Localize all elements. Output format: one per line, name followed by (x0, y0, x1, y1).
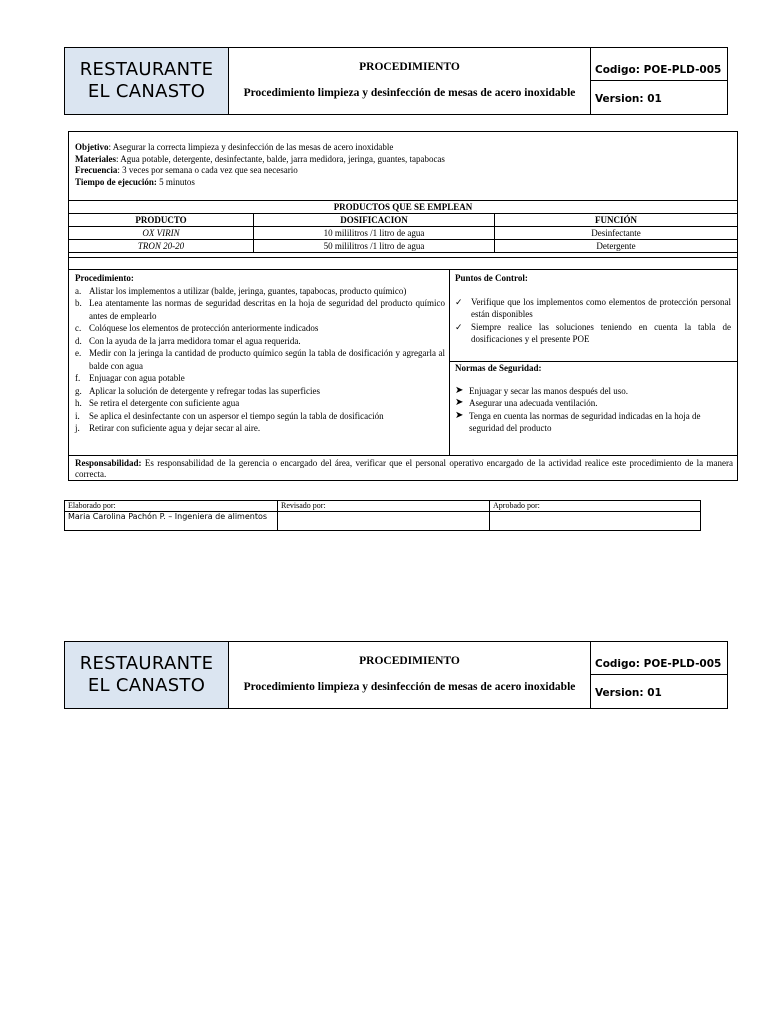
doc-version: Version: 01 (595, 93, 662, 105)
revisado-label: Revisado por: (281, 501, 326, 510)
brand-line-2: EL CANASTO (87, 675, 206, 696)
doc-code: Codigo: POE-PLD-005 (591, 48, 727, 81)
product-dose: 50 mililitros /1 litro de agua (254, 240, 495, 253)
arrow-bullet-icon: ➤ (455, 384, 464, 396)
list-item: e. Medir con la jeringa la cantidad de producto químico según la tabla de dosificación y agregarla al balde con agua (75, 348, 445, 371)
header-title-cell (229, 642, 591, 708)
doc-code: Codigo: POE-PLD-005 (591, 642, 727, 675)
table-row (69, 240, 737, 253)
products-table (69, 200, 737, 253)
product-dose: 10 mililitros /1 litro de agua (254, 227, 495, 240)
general-info (75, 142, 445, 188)
list-item: ➤ Asegurar una adecuada ventilación. (455, 397, 598, 408)
divider (69, 269, 737, 270)
column-divider (449, 269, 450, 455)
tiempo-label: Tiempo de ejecución: (75, 176, 157, 187)
signature-table (64, 500, 701, 531)
procedure-steps (75, 272, 445, 435)
elaborado-cell (65, 501, 277, 530)
header-meta-cell (591, 48, 727, 114)
list-item: ➤ Tenga en cuenta las normas de seguridad indicadas en la hoja de seguridad del producto (455, 409, 701, 433)
safety-title: Normas de Seguridad: (455, 363, 542, 373)
brand-line-2: EL CANASTO (87, 81, 206, 102)
list-item: a. Alistar los implementos a utilizar (balde, jeringa, guantes, tapabocas, producto químico) (75, 285, 407, 296)
doc-type: PROCEDIMIENTO (359, 61, 460, 73)
list-item: d. Con la ayuda de la jarra medidora tomar el agua requerida. (75, 335, 301, 346)
control-points (455, 272, 731, 346)
list-item: ✓ Verifique que los implementos como elementos de protección personal están disponibles (455, 296, 731, 319)
responsibility (75, 458, 733, 480)
list-item: i. Se aplica el desinfectante con un aspersor el tiempo según la tabla de dosificación (75, 410, 384, 421)
control-title: Puntos de Control: (455, 273, 528, 283)
document-header-page-2 (64, 641, 728, 709)
list-item: h. Se retira el detergente con suficiente agua (75, 398, 240, 408)
col-header-dosificacion: DOSIFICACION (254, 214, 495, 227)
products-title: PRODUCTOS QUE SE EMPLEAN (69, 201, 737, 214)
brand-line-1: RESTAURANTE (79, 59, 214, 80)
materiales-label: Materiales (75, 153, 116, 164)
product-name: OX VIRIN (69, 227, 254, 240)
header-meta-cell (591, 642, 727, 708)
doc-version: Version: 01 (595, 687, 662, 699)
responsibility-text: Es responsabilidad de la gerencia o encargado del área, verificar que el personal operativo encargado de la actividad realice este procedimiento de la manera correcta. (75, 458, 733, 479)
document-header (64, 47, 728, 115)
list-item: j. Retirar con suficiente agua y dejar secar al aire. (75, 423, 261, 433)
revisado-cell (278, 501, 489, 530)
aprobado-cell (490, 501, 700, 530)
elaborado-value: Maria Carolina Pachón P. – Ingeniera de alimentos (68, 512, 268, 521)
aprobado-label: Aprobado por: (493, 501, 540, 510)
product-function: Detergente (495, 240, 738, 253)
list-item: ✓ Siempre realice las soluciones teniendo en cuenta la tabla de dosificaciones y el presente POE (455, 321, 731, 344)
check-icon: ✓ (455, 296, 463, 307)
product-function: Desinfectante (495, 227, 738, 240)
product-name: TRON 20-20 (69, 240, 254, 253)
doc-title: Procedimiento limpieza y desinfección de mesas de acero inoxidable (243, 681, 576, 693)
list-item: c. Colóquese los elementos de protección anteriormente indicados (75, 323, 319, 333)
list-item: ➤ Enjuagar y secar las manos después del uso. (455, 384, 628, 396)
arrow-bullet-icon: ➤ (455, 409, 464, 421)
safety-rules (455, 362, 731, 435)
check-icon: ✓ (455, 321, 463, 332)
procedure-body (68, 131, 738, 481)
frecuencia-label: Frecuencia (75, 165, 118, 175)
divider (69, 455, 737, 456)
restaurant-brand (65, 642, 229, 708)
table-row (69, 227, 737, 240)
header-title-cell (229, 48, 591, 114)
col-header-producto: PRODUCTO (69, 214, 254, 227)
list-item: g. Aplicar la solución de detergente y refregar todas las superficies (75, 385, 320, 396)
brand-line-1: RESTAURANTE (79, 653, 214, 674)
frecuencia-text: : 3 veces por semana o cada vez que sea necesario (117, 165, 298, 175)
tiempo-text: 5 minutos (156, 176, 195, 187)
objetivo-text: : Asegurar la correcta limpieza y desinfección de las mesas de acero inoxidable (108, 142, 394, 152)
elaborado-label: Elaborado por: (68, 501, 116, 510)
list-item: f. Enjuagar con agua potable (75, 373, 185, 383)
objetivo-label: Objetivo (75, 142, 109, 152)
restaurant-brand (65, 48, 229, 114)
materiales-text: : Agua potable, detergente, desinfectante, balde, jarra medidora, jeringa, guantes, tapabocas (115, 153, 445, 164)
col-header-funcion: FUNCIÓN (495, 214, 738, 227)
procedure-title: Procedimiento: (75, 273, 134, 283)
doc-title: Procedimiento limpieza y desinfección de mesas de acero inoxidable (243, 87, 576, 99)
responsibility-label: Responsabilidad: (75, 458, 142, 468)
doc-type: PROCEDIMIENTO (359, 655, 460, 667)
list-item: b. Lea atentamente las normas de seguridad descritas en la hoja de seguridad del producto químico antes de emplearlo (75, 298, 445, 321)
arrow-bullet-icon: ➤ (455, 397, 464, 408)
divider (69, 257, 737, 258)
